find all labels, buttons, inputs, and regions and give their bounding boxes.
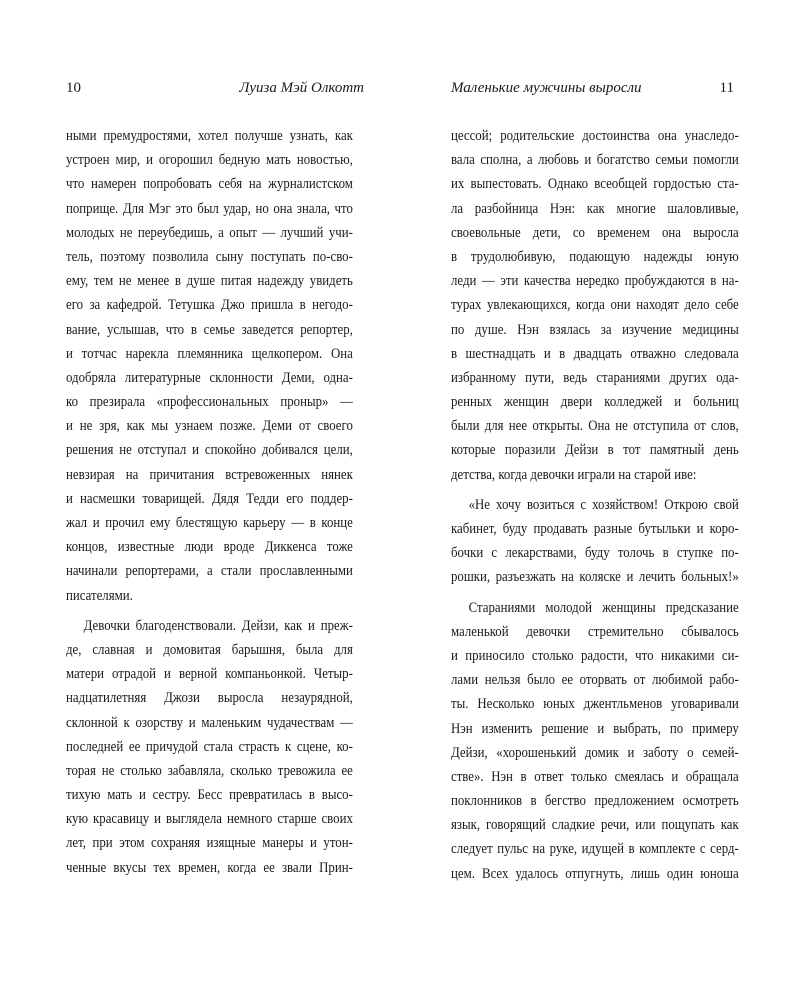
text-line: маленькой девочки стремительно сбывалось xyxy=(451,623,739,640)
text-line: Нэн изменить решение и выбрать, по примеру xyxy=(451,720,739,737)
text-line: ренных женщин двери колледжей и больниц xyxy=(451,394,739,411)
running-head-title: Маленькие мужчины выросли xyxy=(451,80,642,96)
paragraph xyxy=(451,596,739,886)
text-line: тель, поэтому позволила сыну поступать по-сво- xyxy=(66,248,353,265)
paragraph xyxy=(451,493,739,590)
text-line: ными премудростями, хотел получше узнать, как xyxy=(66,128,353,144)
text-line: поклонников в бегство предложением осмотреть xyxy=(451,793,739,810)
right-page xyxy=(400,0,800,1000)
text-line: и приносило столько радости, что никакими си- xyxy=(451,647,739,664)
text-line: жал и прочил ему блестящую карьеру — в конце xyxy=(66,515,353,531)
text-line: лами нельзя было ее оторвать от любимой рабо- xyxy=(451,672,739,689)
text-line: в шестнадцать и в двадцать отважно следовала xyxy=(451,345,739,362)
text-line: их выпестовать. Однако всеобщей гордостью ста- xyxy=(451,176,739,193)
text-line: его за кафедрой. Тетушка Джо пришла в негодо- xyxy=(66,297,353,314)
text-line: и не зря, как мы узнаем позже. Деми от своего xyxy=(66,418,353,435)
text-line: цем. Всех удалось отпугнуть, лишь один юноша xyxy=(451,865,739,882)
text-line: и насмешки товарищей. Дядя Тедди его поддер- xyxy=(66,490,353,507)
left-page-text xyxy=(66,124,353,880)
text-line: начинали репортерами, а стали прославленными xyxy=(66,563,353,580)
text-line: склонной к озорству и маленьким чудачествам — xyxy=(66,714,353,731)
right-page-text xyxy=(451,124,739,886)
text-line: которые поразили Дейзи в тот памятный день xyxy=(451,442,739,459)
text-line: торая не столько забавляла, сколько тревожила ее xyxy=(66,762,353,779)
text-line: молодых не переубедишь, а опыт — лучший учи- xyxy=(66,224,353,241)
text-line: по душе. Нэн взялась за изучение медицины xyxy=(451,321,739,338)
text-line: «Не хочу возиться с хозяйством! Открою свой xyxy=(468,496,739,513)
text-line: цессой; родительские достоинства она унаследо- xyxy=(451,128,739,144)
text-line: де, славная и домовитая барышня, была для xyxy=(66,641,353,658)
paragraph xyxy=(451,124,739,487)
text-line: бочки с лекарствами, буду толочь в ступке по- xyxy=(451,545,739,562)
text-line: надцатилетняя Джози выросла незаурядной, xyxy=(66,690,353,707)
text-line: матери отрадой и верной компаньонкой. Четыр- xyxy=(66,666,353,683)
text-line: ченные вкусы тех времен, когда ее звали Прин- xyxy=(66,859,353,876)
text-line: тихую мать и сестру. Бесс превратилась в высо- xyxy=(66,787,353,804)
text-line: турах увлекающихся, когда они находят дело себе xyxy=(451,297,739,314)
text-line: стве». Нэн в ответ только смеялась и обращала xyxy=(451,768,739,785)
text-line: устроен мир, и огорошил бедную мать новостью, xyxy=(66,152,353,169)
text-line: кую красавицу и выглядела немного старше своих xyxy=(66,811,353,828)
text-line: решения не отступал и спокойно добивался цели, xyxy=(66,442,353,459)
text-line: язык, говорящий сладкие речи, или пощупать как xyxy=(451,817,739,834)
text-line: Дейзи, «хорошенький домик и заботу о семей- xyxy=(451,744,739,761)
paragraph xyxy=(66,614,353,880)
text-line: леди — эти качества нередко пробуждаются в на- xyxy=(451,273,739,290)
text-line: Стараниями молодой женщины предсказание xyxy=(468,599,739,616)
text-line: в трудолюбивую, подающую надежды юную xyxy=(451,248,739,265)
text-line: ко презирала «профессиональных проныр» — xyxy=(66,394,353,411)
text-line: вала сполна, а любовь и богатство семьи помогли xyxy=(451,152,739,169)
page-number: 11 xyxy=(719,80,734,96)
running-head-author: Луиза Мэй Олкотт xyxy=(239,80,364,96)
text-line: и тотчас нарекла племянника щелкопером. Она xyxy=(66,345,353,362)
text-line: Девочки благоденствовали. Дейзи, как и преж- xyxy=(83,617,353,634)
text-line: что намерен попробовать себя на журналистском xyxy=(66,176,353,193)
text-line: ему, тем не менее в душе питая надежду увидеть xyxy=(66,273,353,290)
text-line: кабинет, буду продавать разные бутыльки и коро- xyxy=(451,521,739,537)
text-line: избранному пути, ведь стараниями других ода- xyxy=(451,369,739,386)
text-line: рошки, разъезжать на коляске и лечить больных!» xyxy=(451,569,739,586)
text-line: вание, услышав, что в семье заведется репортер, xyxy=(66,321,353,338)
text-line: поприще. Для Мэг это был удар, но она знала, что xyxy=(66,200,353,217)
text-line: ты. Несколько юных джентльменов уговаривали xyxy=(451,696,739,713)
text-line: были для нее открыты. Она не отступила от слов, xyxy=(451,418,739,435)
text-line: невзирая на причитания встревоженных нянек xyxy=(66,466,353,483)
text-line: одобряла литературные склонности Деми, одна- xyxy=(66,369,353,386)
text-line: своевольные дети, со временем она выросла xyxy=(451,224,739,241)
text-line: ла разбойница Нэн: как многие шаловливые, xyxy=(451,200,739,217)
text-line: следует пульс на руке, идущей в комплекте с серд- xyxy=(451,841,739,858)
text-line: последней ее причудой стала страсть к сцене, ко- xyxy=(66,738,353,755)
text-line: писателями. xyxy=(66,587,133,604)
page-number: 10 xyxy=(66,80,81,96)
paragraph xyxy=(66,124,353,608)
text-line: концов, известные люди вроде Диккенса тоже xyxy=(66,539,353,556)
text-line: лет, при этом сохраняя изящные манеры и утон- xyxy=(66,835,353,852)
text-line: детства, когда девочки играли на старой иве: xyxy=(451,466,697,483)
